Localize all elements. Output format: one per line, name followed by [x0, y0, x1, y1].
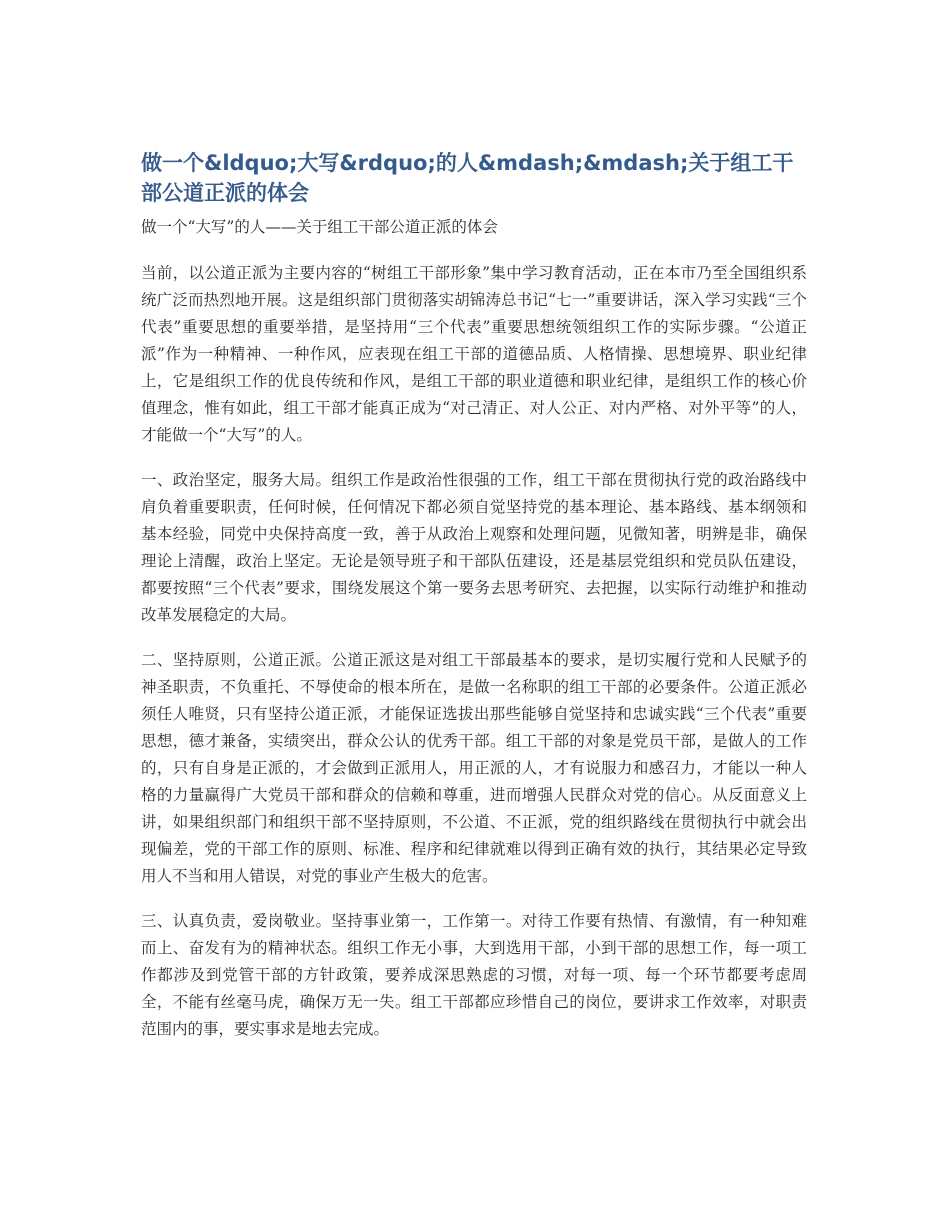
document-subtitle: 做一个“大写”的人——关于组工干部公道正派的体会 — [141, 218, 498, 236]
paragraph-section-3: 三、认真负责，爱岗敬业。坚持事业第一，工作第一。对待工作要有热情、有激情，有一种知难而上、奋发有为的精神状态。组织工作无小事，大到选用干部，小到干部的思想工作，每一项工作都涉及到党管干部的方针政策，要养成深思熟虑的习惯，对每一项、每一个环节都要考虑周全，不能有丝毫马虎，确保万无一失。组工干部都应珍惜自己的岗位，要讲求工作效率，对职责范围内的事，要实事求是地去完成。 — [141, 912, 807, 1038]
document-title: 做一个&ldquo;大写&rdquo;的人&mdash;&mdash;关于组工干部公道正派的体会 — [141, 151, 794, 205]
paragraph-section-1: 一、政治坚定，服务大局。组织工作是政治性很强的工作，组工干部在贯彻执行党的政治路线中肩负着重要职责，任何时候，任何情况下都必须自觉坚持党的基本理论、基本路线、基本纲领和基本经验，同党中央保持高度一致，善于从政治上观察和处理问题，见微知著，明辨是非，确保理论上清醒，政治上坚定。无论是领导班子和干部队伍建设，还是基层党组织和党员队伍建设，都要按照“三个代表”要求，围绕发展这个第一要务去思考研究、去把握，以实际行动维护和推动改革发展稳定的大局。 — [141, 471, 807, 624]
paragraph-section-2: 二、坚持原则，公道正派。公道正派这是对组工干部最基本的要求，是切实履行党和人民赋予的神圣职责，不负重托、不辱使命的根本所在，是做一名称职的组工干部的必要条件。公道正派必须任人唯贤，只有坚持公道正派，才能保证选拔出那些能够自觉坚持和忠诚实践“三个代表”重要思想，德才兼备，实绩突出，群众公认的优秀干部。组工干部的对象是党员干部，是做人的工作的，只有自身是正派的，才会做到正派用人，用正派的人，才有说服力和感召力，才能以一种人格的力量赢得广大党员干部和群众的信赖和尊重，进而增强人民群众对党的信心。从反面意义上讲，如果组织部门和组织干部不坚持原则，不公道、不正派，党的组织路线在贯彻执行中就会出现偏差，党的干部工作的原则、标准、程序和纪律就难以得到正确有效的执行，其结果必定导致用人不当和用人错误，对党的事业产生极大的危害。 — [141, 651, 807, 885]
document-page — [141, 148, 807, 1043]
paragraph-intro: 当前，以公道正派为主要内容的“树组工干部形象”集中学习教育活动，正在本市乃至全国组织系统广泛而热烈地开展。这是组织部门贯彻落实胡锦涛总书记“七一”重要讲话，深入学习实践“三个代表”重要思想的重要举措，是坚持用“三个代表”重要思想统领组织工作的实际步骤。“公道正派”作为一种精神、一种作风，应表现在组工干部的道德品质、人格情操、思想境界、职业纪律上，它是组织工作的优良传统和作风，是组工干部的职业道德和职业纪律，是组织工作的核心价值理念，惟有如此，组工干部才能真正成为“对己清正、对人公正、对内严格、对外平等”的人，才能做一个“大写”的人。 — [141, 264, 807, 444]
